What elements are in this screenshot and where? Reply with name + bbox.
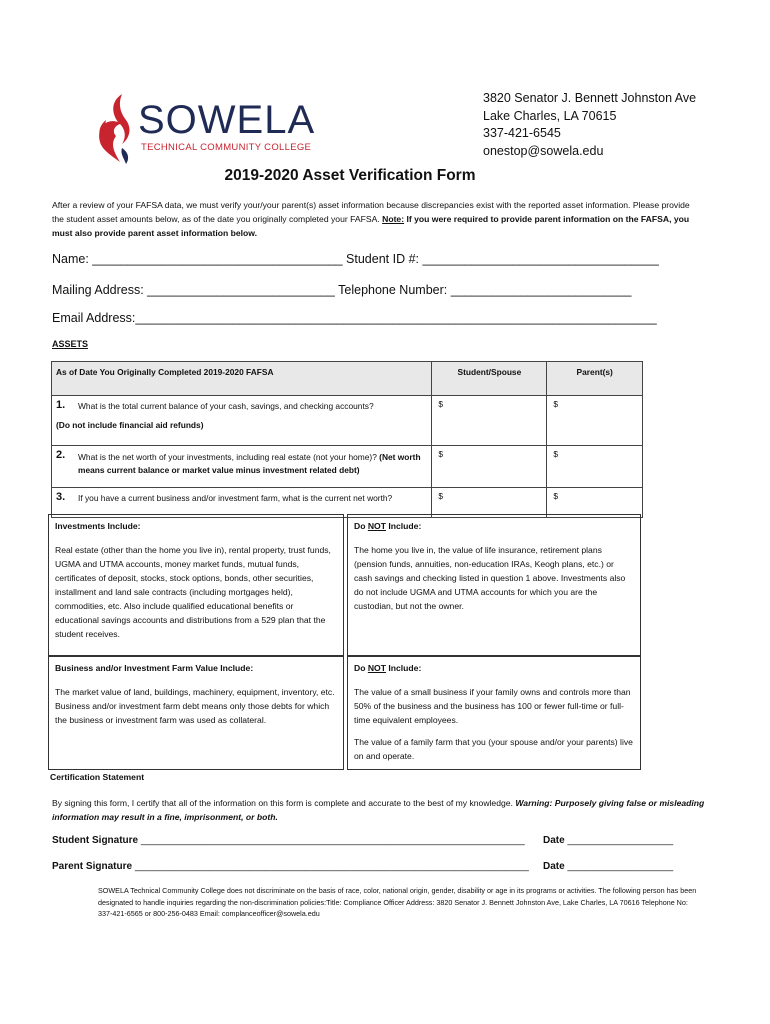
col-student-header: Student/Spouse — [432, 362, 547, 396]
intro-text: After a review of your FAFSA data, we must verify your/your parent(s) asset information because discrepancies exist with the reported asset information. Please provide the student asset amounts below, as of the date you originally completed your FAFSA. — [52, 200, 690, 224]
logo-subtitle: TECHNICAL COMMUNITY COLLEGE — [141, 142, 312, 153]
q1-note: (Do not include financial aid refunds) — [56, 420, 204, 430]
q1-student-input[interactable]: $ — [432, 396, 547, 446]
q2-number: 2. — [56, 449, 66, 461]
business-include-heading: Business and/or Investment Farm Value Include: — [55, 663, 254, 673]
student-signature-row — [52, 835, 525, 846]
email-field[interactable]: Email Address:___________________________________________________________________________ — [52, 311, 657, 325]
investments-include-heading: Investments Include: — [55, 521, 141, 531]
non-discrimination-footer: SOWELA Technical Community College does not discriminate on the basis of race, color, national origin, gender, disability or age in its programs or activities. The following person has been designated to handle inquiries regarding the non-discrimination policies:Title: Compliance Officer Address: 3820 Senator J. Bennett Johnston Ave, Lake Charles, LA 70616 Telephone No: 337-421-6565 or 800-256-0483 Email: complanceofficer@sowela.edu — [98, 886, 697, 918]
parent-signature-line[interactable]: _____________________________________________________________________ — [134, 861, 529, 872]
business-exclude-text-1: The value of a small business if your family owns and controls more than 50% of the business and the business has 100 or fewer full-time or full-time equivalent employees. — [354, 687, 631, 725]
parent-signature-label: Parent Signature — [52, 861, 133, 872]
business-include-text: The market value of land, buildings, machinery, equipment, inventory, etc. Business and/or investment farm debt means only those debts for which the business or investment farm was used as collateral. — [55, 687, 335, 725]
investments-exclude-text: The home you live in, the value of life insurance, retirement plans (pension funds, annuities, non-education IRAs, Keogh plans, etc.) or cash savings and checking listed in question 1 above. Investments also do not include UGMA and UTMA accounts for which you are the custodian, but not the owner. — [354, 545, 626, 611]
business-exclude-heading: Do NOT Include: — [354, 663, 422, 673]
certification-heading: Certification Statement — [50, 772, 145, 782]
q2-parent-input[interactable]: $ — [547, 446, 643, 488]
parent-date-label: Date — [543, 861, 565, 872]
name-student-id-field[interactable]: Name: ____________________________________ Student ID #: __________________________________ — [52, 252, 659, 266]
q2-student-input[interactable]: $ — [432, 446, 547, 488]
certification-warning: Warning: Purposely giving false or misleading information may result in a fine, imprisonment, or both. — [52, 798, 705, 822]
q3-student-input[interactable]: $ — [432, 488, 547, 518]
q3-text: If you have a current business and/or investment farm, what is the current net worth? — [78, 493, 393, 503]
parent-date-row — [543, 861, 673, 872]
address-line: 3820 Senator J. Bennett Johnston Ave — [483, 91, 697, 105]
q1-text: What is the total current balance of your cash, savings, and checking accounts? — [78, 401, 374, 411]
assets-heading: ASSETS — [52, 339, 89, 349]
note-label: Note: — [382, 214, 405, 224]
business-include-box — [48, 656, 344, 770]
parent-date-line[interactable]: ___________________ — [567, 861, 674, 872]
q1-parent-input[interactable]: $ — [547, 396, 643, 446]
investments-exclude-heading: Do NOT Include: — [354, 521, 422, 531]
address-line: Lake Charles, LA 70615 — [483, 108, 617, 123]
mailing-phone-field[interactable]: Mailing Address: ___________________________ Telephone Number: __________________________ — [52, 283, 632, 297]
assets-table — [51, 361, 643, 518]
q3-number: 3. — [56, 491, 66, 503]
q2-text: What is the net worth of your investments, including real estate (not your home)? — [78, 452, 377, 462]
note-text: If you were required to provide parent information on the FAFSA, you must also provide parent asset information below. — [52, 214, 690, 238]
student-signature-line[interactable]: _____________________________________________________________________ — [140, 835, 525, 846]
certification-text: By signing this form, I certify that all of the information on this form is complete and accurate to the best of my knowledge. Warning: Purposely giving false or misleading information may result in a fine, imprisonment, or both. — [52, 798, 705, 822]
q2-bold-note: (Net worth means current balance or market value minus investment related debt) — [78, 452, 421, 475]
business-exclude-box — [347, 656, 641, 770]
logo-wordmark: SOWELA — [138, 98, 316, 142]
flame-icon — [92, 92, 140, 166]
investments-include-text: Real estate (other than the home you live in), rental property, trust funds, UGMA and UTMA accounts, money market funds, mutual funds, certificates of deposit, stocks, stock options, bonds, other securities, installment and land sale contracts (including mortgages held), commodities, etc. Also include qualified educational benefits or educational savings accounts and distributions from a 529 plan that the student receives. — [55, 545, 331, 639]
student-date-row — [543, 835, 673, 846]
business-exclude-text-2: The value of a family farm that you (your spouse and/or your parents) live on and operate. — [354, 737, 633, 761]
student-date-label: Date — [543, 835, 565, 846]
table-header-row — [52, 362, 643, 396]
parent-signature-row — [52, 861, 529, 872]
address-phone: 337-421-6545 — [483, 126, 561, 140]
col-parent-header: Parent(s) — [547, 362, 643, 396]
address-email: onestop@sowela.edu — [483, 143, 604, 158]
table-row — [52, 396, 643, 446]
form-title: 2019-2020 Asset Verification Form — [224, 167, 476, 184]
q1-number: 1. — [56, 399, 66, 411]
intro-paragraph — [52, 198, 692, 240]
student-signature-label: Student Signature — [52, 835, 139, 846]
investments-include-box — [48, 514, 344, 656]
student-date-line[interactable]: ___________________ — [567, 835, 674, 846]
q3-parent-input[interactable]: $ — [547, 488, 643, 518]
col-question-header: As of Date You Originally Completed 2019-2020 FAFSA — [52, 362, 432, 396]
table-row — [52, 488, 643, 518]
investments-exclude-box — [347, 514, 641, 656]
table-row — [52, 446, 643, 488]
college-address — [483, 90, 696, 160]
